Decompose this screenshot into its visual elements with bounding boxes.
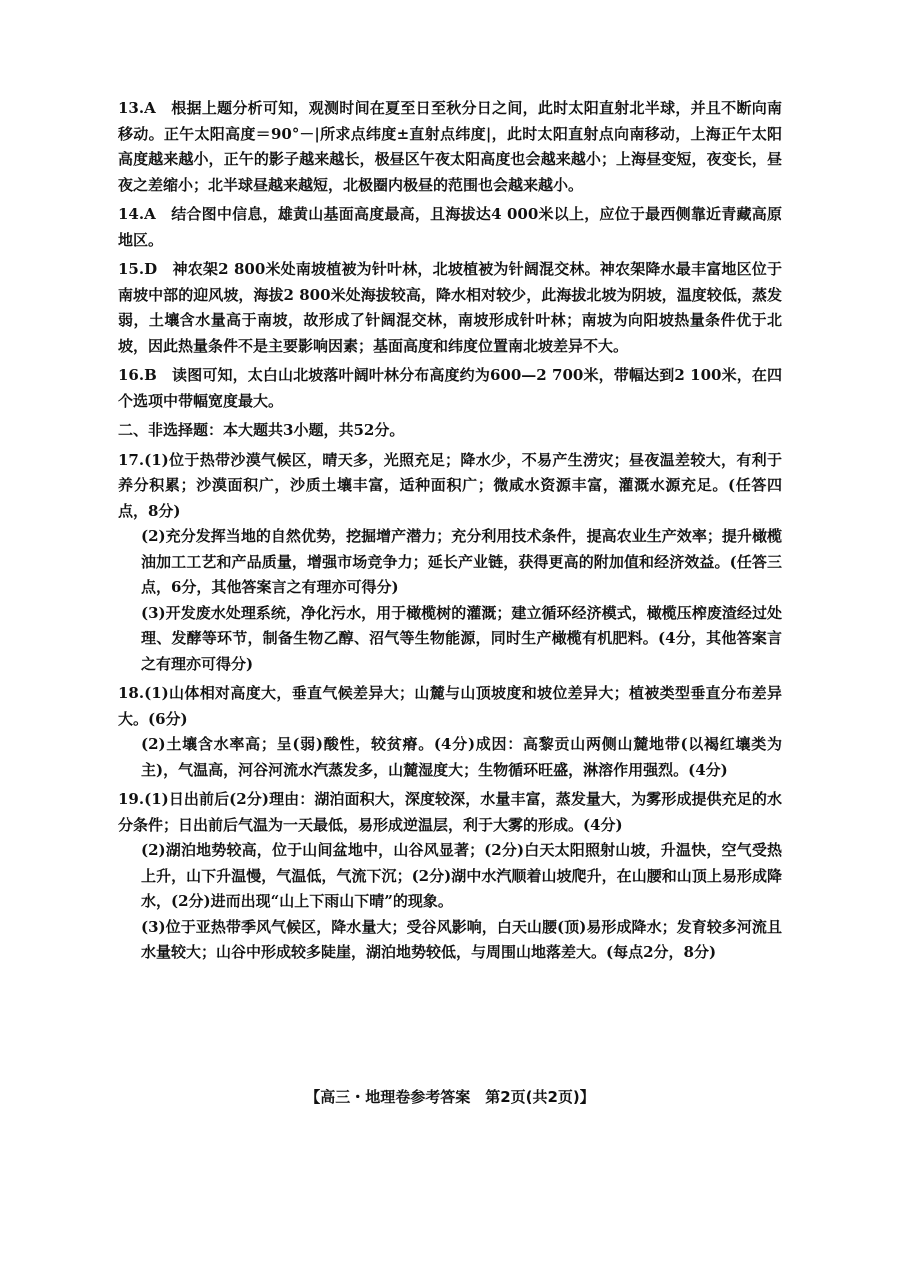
answer-19-part-2: (2)湖泊地势较高，位于山间盆地中，山谷风显著；(2分)白天太阳照射山坡，升温快，空气受热上升，山下升温慢，气温低，气流下沉；(2分)湖中水汽顺着山坡爬升，在山腰和山顶上易形成降水，(2分)进而出现“山上下雨山下晴”的现象。 <box>141 841 782 910</box>
section-title-non-choice: 二、非选择题：本大题共3小题，共52分。 <box>118 421 405 439</box>
page-footer: 【高三・地理卷参考答案 第2页(共2页)】 <box>305 1088 595 1106</box>
answer-18-part-2: (2)土壤含水率高；呈(弱)酸性，较贫瘠。(4分)成因：高黎贡山两侧山麓地带(以褐红壤类为主)，气温高，河谷河流水汽蒸发多，山麓湿度大；生物循环旺盛，淋溶作用强烈。(4分) <box>141 735 782 779</box>
answer-13: 13.A 根据上题分析可知，观测时间在夏至日至秋分日之间，此时太阳直射北半球，并且不断向南移动。正午太阳高度＝90°－|所求点纬度±直射点纬度|，此时太阳直射点向南移动，上海正午太阳高度越来越小，正午的影子越来越长，极昼区午夜太阳高度也会越来越小；上海昼变短，夜变长，昼夜之差缩小；北半球昼越来越短，北极圈内极昼的范围也会越来越小。 <box>118 99 782 194</box>
question-18 <box>118 681 782 783</box>
answer-14: 14.A 结合图中信息，雄黄山基面高度最高，且海拔达4 000米以上，应位于最西侧靠近青藏高原地区。 <box>118 205 782 249</box>
answer-15: 15.D 神农架2 800米处南坡植被为针叶林，北坡植被为针阔混交林。神农架降水最丰富地区位于南坡中部的迎风坡，海拔2 800米处海拔较高，降水相对较少，此海拔北坡为阴坡，温度较低，蒸发弱，土壤含水量高于南坡，故形成了针阔混交林，南坡形成针叶林；南坡为向阳坡热量条件优于北坡，因此热量条件不是主要影响因素；基面高度和纬度位置南北坡差异不大。 <box>118 260 782 355</box>
question-19 <box>118 787 782 966</box>
answer-18-part-1: 18.(1)山体相对高度大，垂直气候差异大；山麓与山顶坡度和坡位差异大；植被类型垂直分布差异大。(6分) <box>118 684 782 728</box>
answer-19-part-1: 19.(1)日出前后(2分)理由：湖泊面积大，深度较深，水量丰富，蒸发量大，为雾形成提供充足的水分条件；日出前后气温为一天最低，易形成逆温层，利于大雾的形成。(4分) <box>118 790 782 834</box>
answer-17-part-3: (3)开发废水处理系统，净化污水，用于橄榄树的灌溉；建立循环经济模式，橄榄压榨废渣经过处理、发酵等环节，制备生物乙醇、沼气等生物能源，同时生产橄榄有机肥料。(4分，其他答案言之有理亦可得分) <box>141 603 782 673</box>
question-17 <box>118 448 782 678</box>
answer-19-part-3: (3)位于亚热带季风气候区，降水量大；受谷风影响，白天山腰(顶)易形成降水；发育较多河流且水量较大；山谷中形成较多陡崖，湖泊地势较低，与周围山地落差大。(每点2分，8分) <box>141 917 782 961</box>
answer-16: 16.B 读图可知，太白山北坡落叶阔叶林分布高度约为600—2 700米，带幅达到2 100米，在四个选项中带幅宽度最大。 <box>118 366 782 410</box>
answer-17-part-2: (2)充分发挥当地的自然优势，挖掘增产潜力；充分利用技术条件，提高农业生产效率；提升橄榄油加工工艺和产品质量，增强市场竞争力；延长产业链，获得更高的附加值和经济效益。(任答三点，6分，其他答案言之有理亦可得分) <box>141 527 782 596</box>
answer-17-part-1: 17.(1)位于热带沙漠气候区，晴天多，光照充足；降水少，不易产生涝灾；昼夜温差较大，有利于养分积累；沙漠面积广，沙质土壤丰富，适种面积广；微咸水资源丰富，灌溉水源充足。(任答四点，8分) <box>118 450 782 520</box>
